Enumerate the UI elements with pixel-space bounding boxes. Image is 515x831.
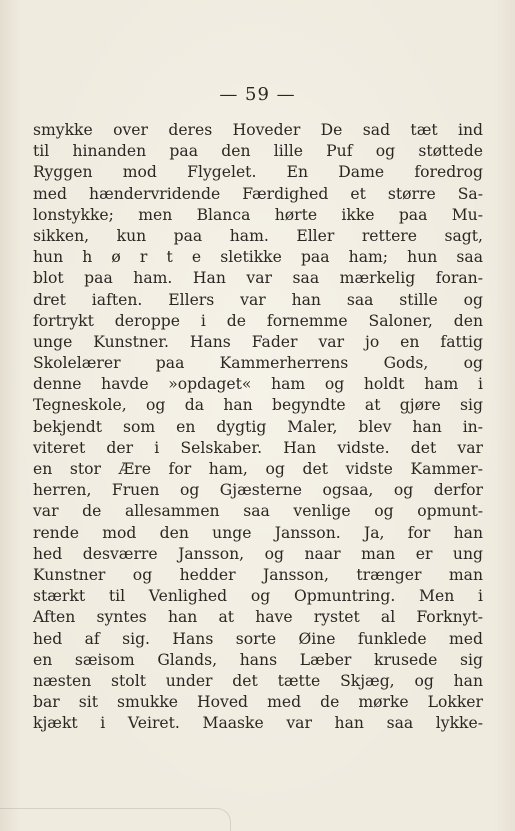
text-line: Ryggen mod Flygelet. En Dame foredrog [33,163,483,182]
text-line: stærkt til Venlighed og Opmuntring. Men i [33,587,483,606]
text-line: dret iaften. Ellers var han saa stille og [33,290,483,309]
text-line: Tegneskole, og da han begyndte at gjøre sig [33,396,483,415]
page-number: — 59 — [219,84,296,105]
text-line: Skolelærer paa Kammerherrens Gods, og [33,354,483,373]
text-line: til hinanden paa den lille Puf og støttede [33,142,483,161]
page-edge-mark [0,808,231,831]
text-line: hed af sig. Hans sorte Øine funklede med [33,629,483,648]
text-line: unge Kunstner. Hans Fader var jo en fattig [33,332,483,351]
text-line: næsten stolt under det tætte Skjæg, og han [33,671,483,690]
text-line: var de allesammen saa venlige og opmunt- [33,502,483,521]
text-line: bar sit smukke Hoved med de mørke Lokker [33,693,483,712]
text-line: bekjendt som en dygtig Maler, blev han in- [33,417,483,436]
text-line: denne havde »opdaget« ham og holdt ham i [33,375,483,394]
body-text [33,120,483,734]
text-line: hun h ø r t e sletikke paa ham; hun saa [33,248,483,267]
text-line: blot paa ham. Han var saa mærkelig foran- [33,269,483,288]
text-line: Aften syntes han at have rystet al Forknyt- [33,608,483,627]
text-line: sikken, kun paa ham. Eller rettere sagt, [33,226,483,245]
text-line: en sæisom Glands, hans Læber krusede sig [33,650,483,669]
text-line: Kunstner og hedder Jansson, trænger man [33,565,483,584]
text-line: smykke over deres Hoveder De sad tæt ind [33,121,483,139]
text-line: med hændervridende Færdighed et større Sa- [33,184,483,203]
text-line: herren, Fruen og Gjæsterne ogsaa, og derfor [33,481,483,500]
text-line: viteret der i Selskaber. Han vidste. det var [33,438,483,457]
text-line: fortrykt deroppe i de fornemme Saloner, den [33,311,483,330]
text-line: lonstykke; men Blanca hørte ikke paa Mu- [33,205,483,224]
text-line: en stor Ære for ham, og det vidste Kammer- [33,460,483,478]
text-line: hed desværre Jansson, og naar man er ung [33,544,483,563]
text-line: rende mod den unge Jansson. Ja, for han [33,523,483,542]
text-line: kjækt i Veiret. Maaske var han saa lykke- [33,714,483,733]
